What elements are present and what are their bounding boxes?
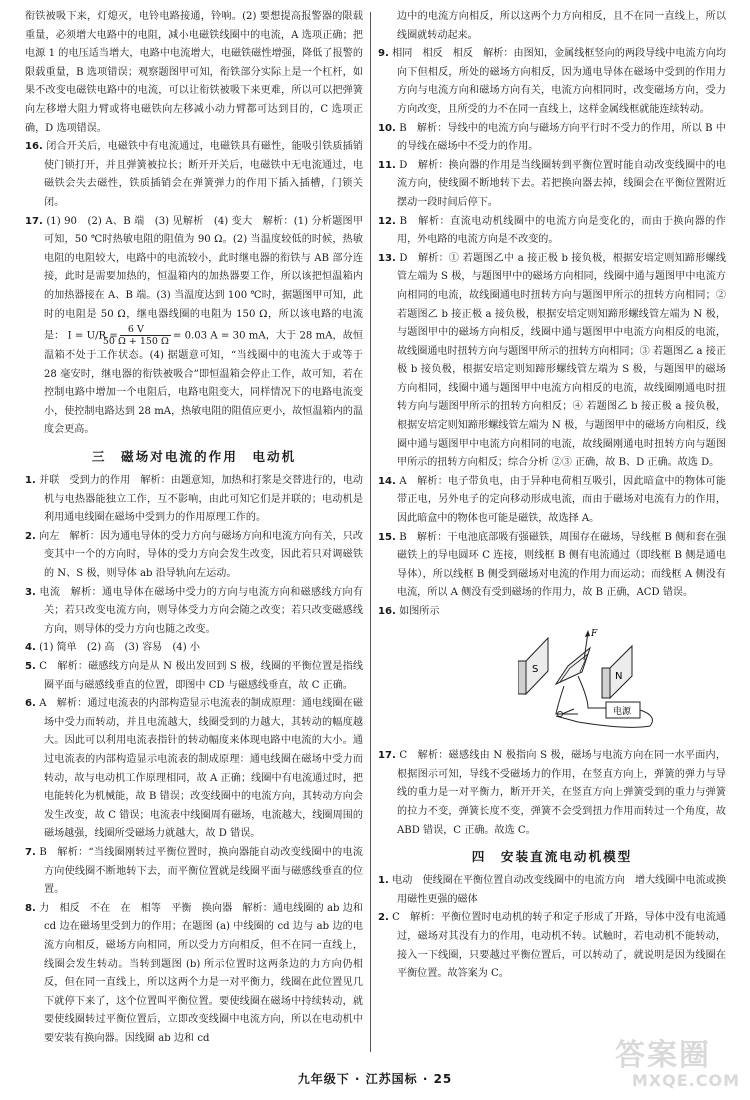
wire-left bbox=[556, 686, 578, 714]
answer-number: 15. bbox=[378, 531, 396, 543]
answer-number: 2. bbox=[378, 912, 389, 924]
answer-number: 10. bbox=[378, 122, 396, 134]
column-divider bbox=[370, 12, 371, 1052]
answer-8 bbox=[25, 900, 363, 1049]
magnet-n-side bbox=[602, 668, 610, 698]
answer-number: 5. bbox=[25, 661, 36, 672]
answer-text: (1) 90 (2) A、B 端 (3) 见解析 (4) 变大 解析：(1) 分析题图甲可知，50 ℃时热敏电阻的阻值为 90 Ω。(2) 当温度较低的时候，热敏电阻的电阻较大，电路中的电流较小，此时继电器的衔铁与 AB 部分连接，此时是需要加热的，恒温箱内的加热器要工作，所以该把恒温箱内的加热器接在 A、B 端。(3) 当温度达到 100 ℃时，据题图甲可知，此时的电阻是 50 Ω，继电器线圈的电阻为 150 Ω，所以该电路的电流是： bbox=[44, 215, 363, 342]
answer-15-continued: 衔铁被吸下来，灯熄灭，电铃电路接通，铃响。(2) 要想提高报警器的限载重量，必须增大电路中的电阻，减小电磁铁线圈中的电流，A 选项正确；把电源 1 的电压适当增大，电路中电流增大，电磁铁磁性增强，降低了报警的限载重量，B 选项错误；观察题图甲可知，衔铁部分实际上是一个杠杆，如果不改变电磁铁电路中的电流，可以让衔铁被吸下来更难，所以可以把弹簧向左移增大阻力臂或将电磁铁向左移减小动力臂都可达到目的，C 选项正确，D 选项错误。 bbox=[25, 11, 363, 134]
answer-1 bbox=[25, 472, 363, 528]
answer-4 bbox=[25, 639, 363, 658]
answer-text: 相同 相反 相反 解析：由图知，金属线框竖向的两段导线中电流方向均向下但相反，所处的磁场方向相反，因为通电导体在磁场中受到的作用力方向与电流方向和磁场方向有关，电流方向相同时，改变磁场方向，受力方向改变，且所受的力不在同一直线上，这样金属线框就能连续转动。 bbox=[392, 48, 726, 115]
answer-number: 17. bbox=[378, 750, 396, 762]
label-n: N bbox=[615, 670, 623, 682]
answer-15 bbox=[378, 529, 726, 603]
answer-2 bbox=[25, 528, 363, 584]
section4-answer-2 bbox=[378, 909, 726, 983]
answer-8-continued: 边中的电流方向相反，所以这两个力方向相反，且不在同一直线上，所以线圈就转动起来。 bbox=[397, 11, 726, 41]
formula-numerator: 6 V bbox=[120, 324, 171, 336]
answer-text: 如图所示 bbox=[399, 606, 440, 617]
answer-text: (1) 简单 (2) 高 (3) 容易 (4) 小 bbox=[39, 642, 200, 654]
answer-text: 电流 解析：通电导体在磁场中受力的方向与电流方向和磁感线方向有关；若只改变电流方向，则导体受力方向会随之改变；若只改变磁感线方向，则导体的受力方向也随之改变。 bbox=[39, 586, 364, 635]
answer-number: 1. bbox=[378, 875, 389, 887]
answer-9 bbox=[378, 45, 726, 119]
answer-text: A 解析：通过电流表的内部构造显示电流表的制成原理：通电线圈在磁场中受力而转动，并且电流越大，线圈受到的力越大，其转动的幅度越大。因此可以利用电流表指针的转动幅度来体现电路中电流的大小。通过电流表的内部构造显示电流表的制成原理：通电线圈在磁场中受力而转动，故与电动机工作原理相同，故 A 正确；线圈中有电流通过时，把电能转化为机械能，故 B 错误；改变线圈中的电流方向，其转动方向会发生改变，故 C 错误；电流表中线圈周有磁场，电流越大，线圈周围的磁场越强，线圈所受磁场力就越大，故 D 错误。 bbox=[39, 698, 363, 840]
answer-5 bbox=[25, 658, 363, 695]
motor-diagram-svg bbox=[518, 626, 668, 734]
answer-12 bbox=[378, 213, 726, 250]
answer-number: 14. bbox=[378, 475, 396, 487]
answer-number: 3. bbox=[25, 586, 36, 598]
answer-14 bbox=[378, 473, 726, 529]
answer-text: D 解析：① 若题图乙中 a 接正极 b 接负极，根据安培定则知蹄形螺线管左端为 S 极，与题图甲中的磁场方向相同，线圈中通与题图甲中电流方向相同的电流，故线圈通电时扭转方向与题图甲所示的扭转方向相同；② 若题图乙 b 接正极 a 接负极，根据安培定则知蹄形螺线管左端为 N 极，与题图甲中的磁场方向相反，线圈中通与题图甲中电流方向相反的电流，故线圈通电时扭转方向与题图甲所示的扭转方向相同；③ 若题图乙 a 接正极 b 接负极，根据安培定则知蹄形螺线管左端为 S 极，与题图甲的磁场方向相同，线圈中通与题图甲中电流方向相反的电流，故线圈刚通电时扭转方向与题图甲所示的扭转方向相反；④ 若题图乙 b 接正极 a 接负极，根据安培定则知蹄形螺线管左端为 N 极，与题图甲中的磁场方向相反，线圈中通与题图甲中电流方向相同的电流，故线圈刚通电时扭转方向与题图甲所示的扭转方向相反；综合分析 ②③ 正确，故 B、D 正确。故选 D。 bbox=[397, 252, 726, 469]
answer-17 bbox=[378, 747, 726, 840]
answer-number: 4. bbox=[25, 642, 36, 654]
magnet-s-side bbox=[518, 661, 526, 694]
label-f: F bbox=[591, 628, 598, 639]
answer-number: 11. bbox=[378, 159, 396, 171]
section-three-title: 三 磁场对电流的作用 电动机 bbox=[91, 449, 297, 465]
label-power: 电源 bbox=[613, 706, 632, 717]
page-footer: 九年级下 · 江苏国标 · 25 bbox=[297, 1072, 453, 1086]
formula-rhs: = 0.03 A = 30 mA，大于 bbox=[172, 330, 297, 342]
answer-text: 向左 解析：因为通电导体的受力方向与磁场方向和电流方向有关，只改变其中一个的方向时，导体的受力方向会发生改变，因此若只对调磁铁的 N、S 极，则导体 ab 沿导轨向左运动。 bbox=[39, 530, 364, 580]
answer-number: 9. bbox=[378, 48, 389, 60]
answer-number: 8. bbox=[25, 902, 36, 914]
answer-16 bbox=[25, 138, 363, 212]
formula-lhs: I = U/R = bbox=[67, 330, 118, 342]
answer-10 bbox=[378, 120, 726, 157]
answer-16 bbox=[378, 603, 726, 622]
answer-text: B 解析：“当线圈刚转过平衡位置时，换向器能自动改变线圈中的电流方向使线圈不断地转下去，而平衡位置就是线圈平面与磁感线垂直的位置。 bbox=[39, 846, 363, 896]
answer-text: B 解析：干电池底部吸有强磁铁，周围存在磁场，导线框 B 侧和套在强磁铁上的导电圆环 C 连接，则线框 B 侧有电流通过（即线框 B 侧是通电导体），所以线框 B 侧受到磁场对电流的作用力而运动；而线框 A 侧没有电流，所以 A 侧没有受到磁场的作用力，故 B 正确，ACD 错误。 bbox=[397, 531, 726, 599]
answer-text: 电动 使线圈在平衡位置自动改变线圈中的电流方向 增大线圈中电流或换用磁性更强的磁体 bbox=[392, 875, 726, 905]
answer-number: 16. bbox=[25, 141, 43, 153]
answer-number: 13. bbox=[378, 252, 396, 264]
answer-text: C 解析：平衡位置时电动机的转子和定子形成了开路，导体中没有电流通过，磁场对其没有力的作用，电动机不转。试触时，若电动机不能转动，接入一下线圈，只要越过平衡位置后，可以转动了，就说明是因为线圈在平衡位置。故答案为 C。 bbox=[392, 912, 726, 980]
section-four-title: 四 安装直流电动机模型 bbox=[471, 849, 633, 865]
switch-blade bbox=[562, 709, 574, 714]
answer-text: B 解析：直流电动机线圈中的电流方向是变化的，而由于换向器的作用，外电路的电流方向是不改变的。 bbox=[397, 215, 726, 246]
answer-number: 1. bbox=[25, 475, 36, 487]
left-column bbox=[25, 8, 363, 1048]
answer-17 bbox=[25, 213, 363, 441]
answer-text: 闭合开关后，电磁铁中有电流通过，电磁铁具有磁性，能吸引铁质插销使门锁打开，并且弹簧被拉长；断开开关后，电磁铁中无电流通过，电磁铁会失去磁性，铁质插销会在弹簧弹力的作用下插入插槽，门锁关闭。 bbox=[44, 141, 363, 208]
motor-figure bbox=[518, 626, 726, 742]
answer-text: B 解析：导线中的电流方向与磁场方向平行时不受力的作用，所以 B 中的导线在磁场中不受力的作用。 bbox=[397, 122, 726, 153]
answer-text: C 解析：磁感线由 N 极指向 S 极，磁场与电流方向在同一水平面内，根据图示可知，导线不受磁场力的作用，在竖直方向上，弹簧的弹力与导线的重力是一对平衡力，断开开关，在竖直方向上弹簧受到的重力与弹簧的拉力不变，弹簧长度不变，弹簧不会受到扭力作用而转过一个角度，故 ABD 错误，C 正确。故选 C。 bbox=[397, 750, 726, 836]
watermark-logo-text: 答案圈 bbox=[615, 1038, 711, 1073]
answer-text: C 解析：磁感线方向是从 N 极出发回到 S 极，线圈的平衡位置是指线圈平面与磁感线垂直的位置，即图中 CD 与磁感线垂直，故 C 正确。 bbox=[39, 661, 363, 691]
force-arrow-head bbox=[585, 630, 590, 637]
answer-text: A 解析：电子带负电，由于异种电荷相互吸引，因此暗盒中的物体可能带正电，另外电子的定向移动形成电流，而由于磁场对电流有力的作用，因此暗盒中的物体也可能是磁铁，故选择 A。 bbox=[397, 475, 726, 525]
answer-number: 7. bbox=[25, 846, 36, 858]
answer-text: 力 相反 不在 在 相等 平衡 换向器 解析：通电线圈的 ab 边和 cd 边在磁场里受到力的作用；在题图 (a) 中线圈的 cd 边与 ab 边的电流方向相反，磁场方向相同，所以受力方向相反，但不在同一直线上，线圈会发生转动。当转到题图 (b) 所示位置时这两条边的力方向仍相反，但在同一直线上，所以这两个力是一对平衡力，线圈在此位置见几下就停下来了，这个位置叫平衡位置。要使线圈在磁场中持续转动，就要使线圈转过平衡位置后，立即改变线圈中电流方向，所以在电动机中要安装有换向器。因线圈 ab 边和 cd bbox=[39, 902, 363, 1044]
answer-6 bbox=[25, 695, 363, 844]
answer-number: 12. bbox=[378, 215, 396, 227]
answer-3 bbox=[25, 584, 363, 640]
answer-text: 并联 受到力的作用 解析：由题意知，加热和打浆是交替进行的，电动机与电热器能独立工作，互不影响，由此可知它们是并联的；电动机是利用通电线圈在磁场中受到力的作用原理工作的。 bbox=[39, 475, 364, 524]
answer-number: 2. bbox=[25, 530, 36, 542]
answer-text-continued: 28 mA，故恒温箱不处于工作状态。(4) 据题意可知，“当线圈中的电流大于或等于 28 毫安时，继电器的衔铁被吸合”即恒温箱会停止工作，故可知，若在控制电路中增加一个电阻后，电路电阻变大，同样情况下的电路电流变小，使控制电路达到 28 mA，热敏电阻的阻值应更小，故恒温箱内的温度会更高。 bbox=[44, 330, 363, 436]
right-column bbox=[378, 8, 726, 984]
formula-fraction bbox=[102, 324, 171, 348]
answer-number: 17. bbox=[25, 215, 43, 227]
section4-answer-1 bbox=[378, 872, 726, 909]
watermark-url: MXQE.COM bbox=[631, 1071, 740, 1090]
label-s: S bbox=[532, 663, 539, 675]
formula-denominator: 50 Ω + 150 Ω bbox=[102, 336, 169, 348]
answer-text: D 解析：换向器的作用是当线圈转到平衡位置时能自动改变线圈中的电流方向，使线圈不断地转下去。若把换向器去掉，线圈会在平衡位置附近摆动一段时间后停下。 bbox=[397, 159, 727, 208]
answer-13 bbox=[378, 250, 726, 473]
answer-11 bbox=[378, 157, 726, 213]
answer-number: 6. bbox=[25, 698, 36, 710]
answer-7 bbox=[25, 844, 363, 900]
answer-number: 16. bbox=[378, 606, 396, 617]
